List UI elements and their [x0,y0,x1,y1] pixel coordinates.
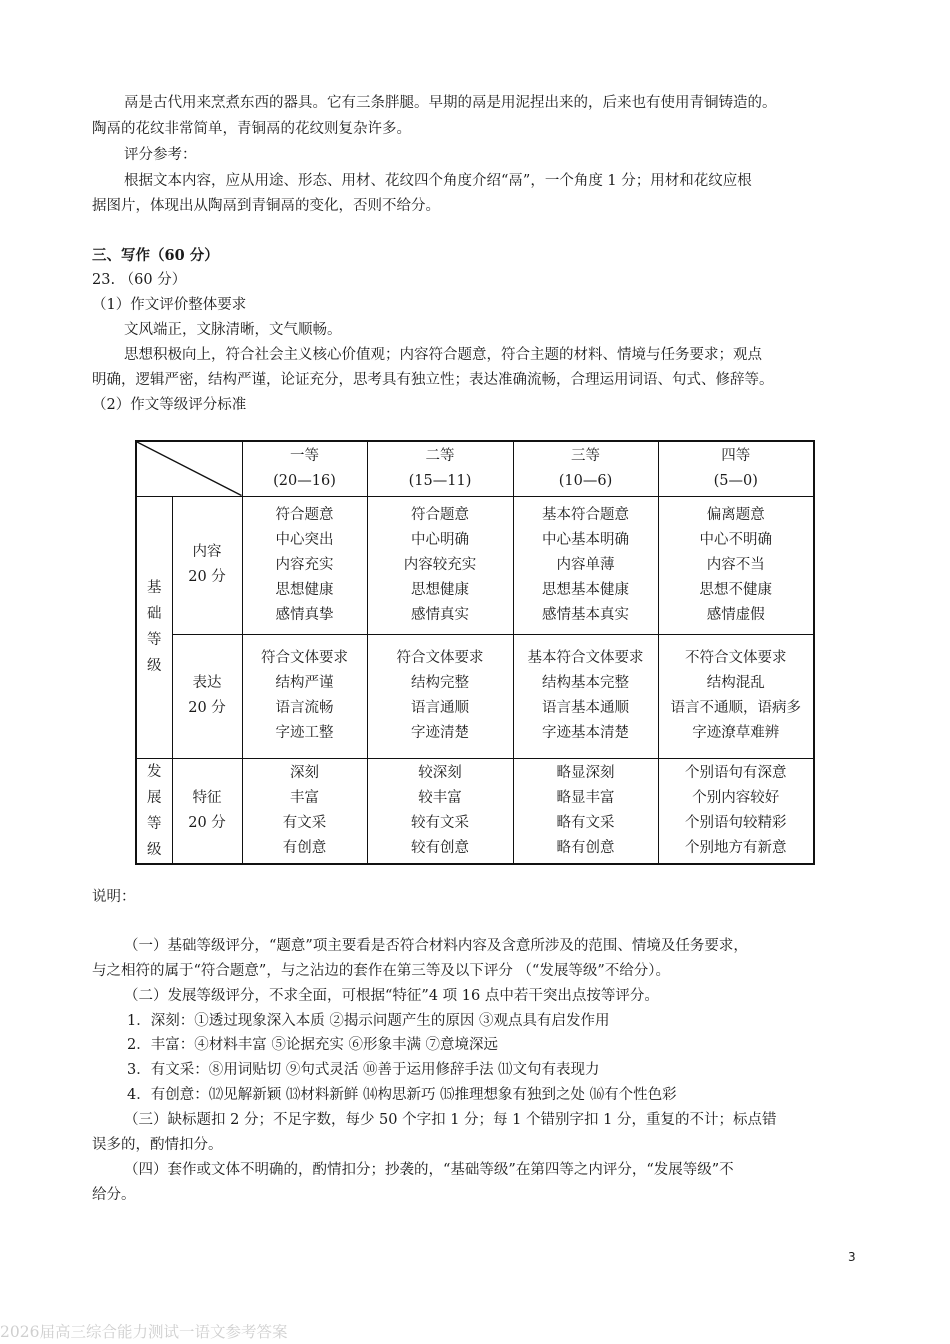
content-cell-4: 偏离题意 中心不明确 内容不当 思想不健康 感情虚假 [658,496,814,634]
content-label: 内容 20 分 [172,496,242,634]
expression-cell-1: 符合文体要求 结构严谨 语言流畅 字迹工整 [242,634,367,758]
feature-label: 特征 20 分 [172,758,242,864]
footer-watermark: 2026届高三综合能力测试一语文参考答案 [0,1323,288,1341]
intro-line-1: 鬲是古代用来烹煮东西的器具。它有三条胖腿。早期的鬲是用泥捏出来的，后来也有使用青铜铸造的。 [124,95,777,111]
ref-line-1: 根据文本内容，应从用途、形态、用材、花纹四个角度介绍“鬲”，一个角度 1 分；用材和花纹应根 [124,173,752,189]
content-cell-1: 符合题意 中心突出 内容充实 思想健康 感情真挚 [242,496,367,634]
section-heading: 三、写作（60 分） [92,247,219,264]
requirement-2-title: （2）作文等级评分标准 [92,397,247,413]
basic-grade-label: 基 础 等 级 [136,496,172,758]
content-cell-2: 符合题意 中心明确 内容较充实 思想健康 感情真实 [367,496,513,634]
feature-cell-1: 深刻 丰富 有文采 有创意 [242,758,367,864]
development-grade-label: 发 展 等 级 [136,758,172,864]
requirement-1-line-1: 文风端正，文脉清晰，文气顺畅。 [124,322,342,338]
expression-label: 表达 20 分 [172,634,242,758]
expression-cell-4: 不符合文体要求 结构混乱 语言不通顺，语病多 字迹潦草难辨 [658,634,814,758]
note-1-line-2: 与之相符的属于“符合题意”，与之沾边的套作在第三等及以下评分 （“发展等级”不给分）。 [92,963,671,979]
feature-cell-4: 个别语句有深意 个别内容较好 个别语句较精彩 个别地方有新意 [658,758,814,864]
content-cell-3: 基本符合题意 中心基本明确 内容单薄 思想基本健康 感情基本真实 [513,496,658,634]
intro-line-2: 陶鬲的花纹非常简单，青铜鬲的花纹则复杂许多。 [92,121,411,137]
table-row-content [136,496,814,634]
grade-header-4: 四等 (5—0) [658,441,814,496]
requirement-1-line-3: 明确，逻辑严密，结构严谨，论证充分，思考具有独立性；表达准确流畅，合理运用词语、句式、修辞等。 [92,372,774,388]
ref-label: 评分参考： [124,147,197,163]
expression-cell-3: 基本符合文体要求 结构基本完整 语言基本通顺 字迹基本清楚 [513,634,658,758]
table-row-feature [136,758,814,864]
ref-line-2: 据图片，体现出从陶鬲到青铜鬲的变化，否则不给分。 [92,198,440,214]
note-1-line-1: （一）基础等级评分，“题意”项主要看是否符合材料内容及含意所涉及的范围、情境及任务要求， [124,938,748,954]
requirement-1-line-2: 思想积极向上，符合社会主义核心价值观；内容符合题意，符合主题的材料、情境与任务要求；观点 [124,347,762,363]
note-2: （二）发展等级评分，不求全面，可根据“特征”4 项 16 点中若干突出点按等评分。 [124,988,659,1004]
page-number: 3 [848,1250,856,1264]
note-item-4: 4．有创意：⑿见解新颖 ⒀材料新鲜 ⒁构思新巧 ⒂推理想象有独到之处 ⒃有个性色彩 [127,1087,677,1103]
feature-cell-2: 较深刻 较丰富 较有文采 较有创意 [367,758,513,864]
grade-header-1: 一等 (20—16) [242,441,367,496]
note-4-line-2: 给分。 [92,1187,136,1203]
notes-title: 说明： [92,889,136,905]
note-4-line-1: （四）套作或文体不明确的，酌情扣分；抄袭的，“基础等级”在第四等之内评分，“发展等级”不 [124,1162,734,1178]
table-corner-diagonal [136,441,242,496]
note-item-3: 3．有文采：⑧用词贴切 ⑨句式灵活 ⑩善于运用修辞手法 ⑾文句有表现力 [127,1062,600,1078]
note-item-2: 2．丰富：④材料丰富 ⑤论据充实 ⑥形象丰满 ⑦意境深远 [127,1037,499,1053]
note-3-line-1: （三）缺标题扣 2 分；不足字数，每少 50 个字扣 1 分；每 1 个错别字扣 1 分，重复的不计；标点错 [124,1112,777,1128]
feature-cell-3: 略显深刻 略显丰富 略有文采 略有创意 [513,758,658,864]
grading-table [135,440,815,865]
note-3-line-2: 误多的，酌情扣分。 [92,1137,223,1153]
table-header-row [136,441,814,496]
expression-cell-2: 符合文体要求 结构完整 语言通顺 字迹清楚 [367,634,513,758]
table-row-expression [136,634,814,758]
grade-header-3: 三等 (10—6) [513,441,658,496]
grade-header-2: 二等 (15—11) [367,441,513,496]
requirement-1-title: （1）作文评价整体要求 [92,297,247,313]
question-number: 23. （60 分） [92,272,187,288]
note-item-1: 1．深刻：①透过现象深入本质 ②揭示问题产生的原因 ③观点具有启发作用 [127,1013,610,1029]
